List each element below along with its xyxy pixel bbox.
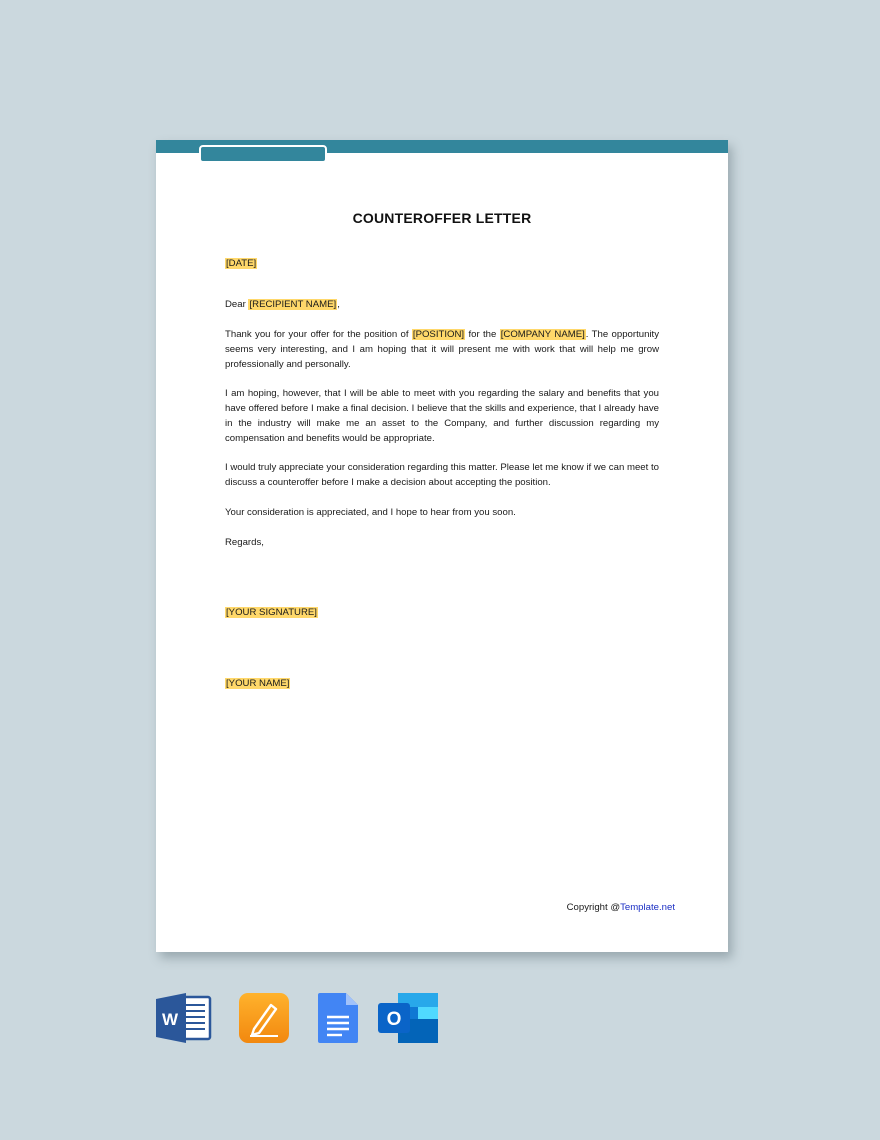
header-tab <box>199 145 327 163</box>
salutation-prefix: Dear <box>225 299 249 310</box>
paragraph-2: I am hoping, however, that I will be able to meet with you regarding the salary and benefits that you have offered before I make a final decision. I believe that the skills and experience, that I already have in the industry will make me an asset to the Company, and further discussion regarding my compensation and benefits would be appropriate. <box>225 388 659 444</box>
google-docs-icon[interactable] <box>316 993 360 1048</box>
paragraph-3: I would truly appreciate your consideration regarding this matter. Please let me know if we can meet to discuss a counteroffer before I make a decision about accepting the position. <box>225 462 659 488</box>
position-placeholder: [POSITION] <box>412 329 465 340</box>
copyright-prefix: Copyright @ <box>566 902 621 913</box>
paragraph-1-text-a: Thank you for your offer for the position of <box>225 329 412 340</box>
document-page <box>156 140 728 952</box>
letter-title: COUNTEROFFER LETTER <box>352 210 532 226</box>
name-placeholder: [YOUR NAME] <box>226 678 290 689</box>
name-line <box>225 676 659 691</box>
word-icon-letter: W <box>161 1010 179 1029</box>
date-line <box>225 256 659 271</box>
outlook-icon-letter: O <box>386 1009 402 1030</box>
salutation-line <box>225 297 659 312</box>
salutation-suffix: , <box>337 299 340 310</box>
pages-icon[interactable] <box>238 993 290 1048</box>
paragraph-1-text-b: for the <box>465 329 500 340</box>
paragraph-1-text-c: . The opportunity seems very interesting, and I am hoping that it will present me with work that will help me grow professionally and personally. <box>225 329 660 370</box>
recipient-placeholder: [RECIPIENT NAME] <box>249 299 337 310</box>
closing: Regards, <box>225 537 264 548</box>
company-placeholder: [COMPANY NAME] <box>500 329 585 340</box>
signature-placeholder: [YOUR SIGNATURE] <box>226 607 317 618</box>
template-link[interactable]: Template.net <box>620 902 675 913</box>
outlook-icon[interactable] <box>378 993 440 1048</box>
word-icon[interactable] <box>156 993 212 1048</box>
paragraph-4: Your consideration is appreciated, and I hope to hear from you soon. <box>225 507 516 518</box>
copyright-notice <box>567 902 675 913</box>
signature-line <box>225 605 659 620</box>
date-placeholder: [DATE] <box>226 258 257 269</box>
paragraph-1 <box>225 327 659 372</box>
